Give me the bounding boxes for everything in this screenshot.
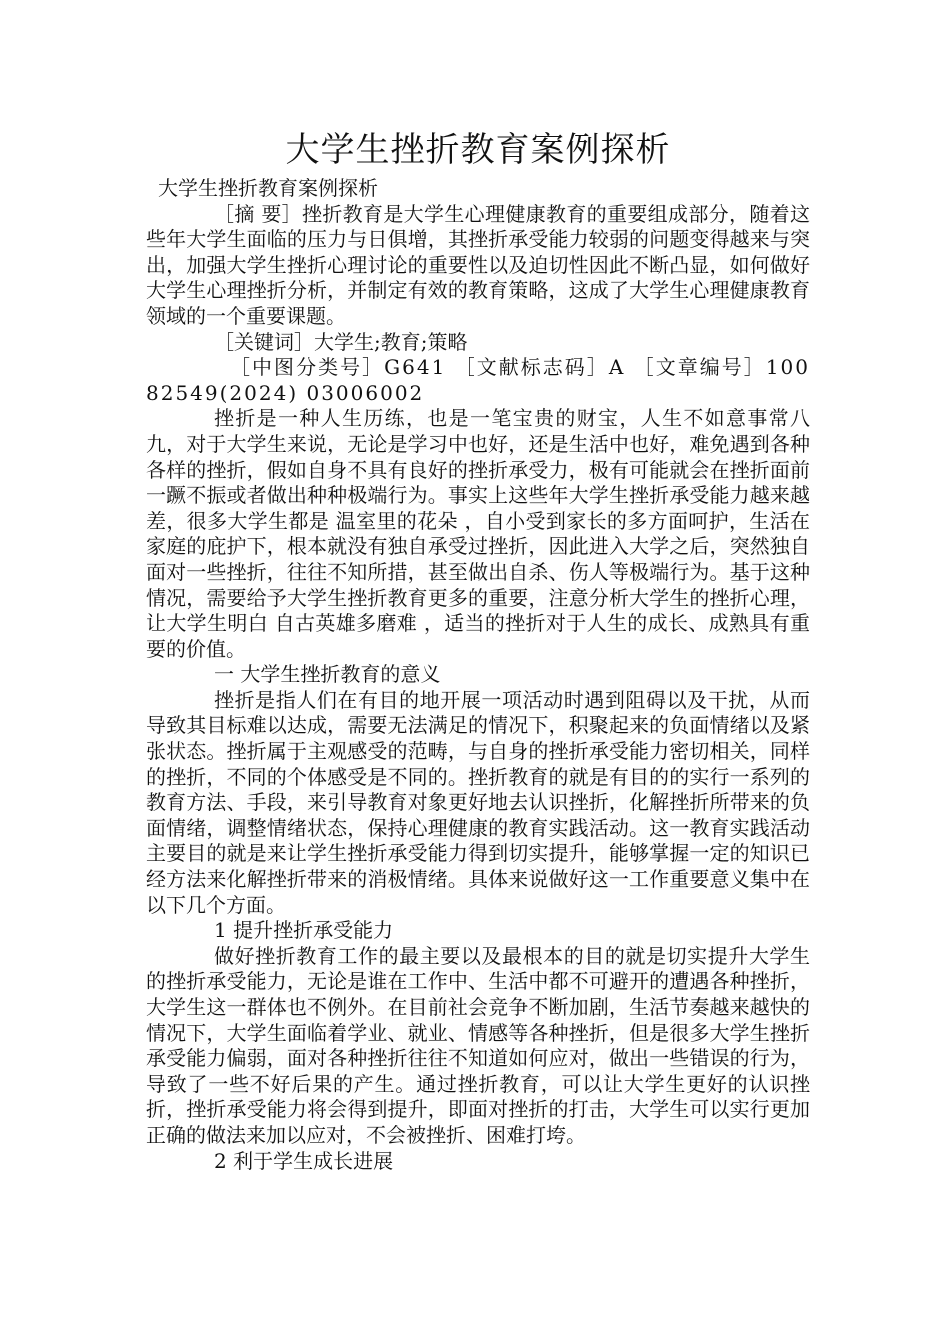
- classification-line: ［中图分类号］G641 ［文献标志码］A ［文章编号］10082549(2024) 03006002: [146, 355, 810, 405]
- intro-paragraph: 挫折是一种人生历练，也是一笔宝贵的财宝，人生不如意事常八九，对于大学生来说，无论是学习中也好，还是生活中也好，难免遇到各种各样的挫折，假如自身不具有良好的挫折承受力，极有可能就会在挫折面前一蹶不振或者做出种种极端行为。事实上这些年大学生挫折承受能力越来越差，很多大学生都是 温室里的花朵 ，自小受到家长的多方面呵护，生活在家庭的庇护下，根本就没有独自承受过挫折，因此进入大学之后，突然独自面对一些挫折，往往不知所措，甚至做出自杀、伤人等极端行为。基于这种情况，需要给予大学生挫折教育更多的重要，注意分析大学生的挫折心理，让大学生明白 自古英雄多磨难 ，适当的挫折对于人生的成长、成熟具有重要的价值。: [146, 406, 810, 661]
- section-heading-1: 一 大学生挫折教育的意义: [214, 662, 441, 687]
- abstract-paragraph: ［摘 要］挫折教育是大学生心理健康教育的重要组成部分，随着这些年大学生面临的压力与日俱增，其挫折承受能力较弱的问题变得越来与突出，加强大学生挫折心理讨论的重要性以及迫切性因此不断凸显，如何做好大学生心理挫折分析，并制定有效的教育策略，这成了大学生心理健康教育领域的一个重要课题。: [146, 201, 810, 328]
- subsection-heading-1: 1 提升挫折承受能力: [214, 918, 394, 943]
- document-subtitle: 大学生挫折教育案例探析: [158, 176, 378, 200]
- document-page: [146, 128, 810, 1174]
- keywords-line: ［关键词］大学生;教育;策略: [214, 329, 468, 354]
- subsection-heading-2: 2 利于学生成长进展: [214, 1148, 394, 1173]
- document-title: 大学生挫折教育案例探析: [285, 130, 671, 170]
- section-paragraph-1: 挫折是指人们在有目的地开展一项活动时遇到阻碍以及干扰，从而导致其目标难以达成，需要无法满足的情况下，积聚起来的负面情绪以及紧张状态。挫折属于主观感受的范畴，与自身的挫折承受能力密切相关，同样的挫折，不同的个体感受是不同的。挫折教育的就是有目的的实行一系列的教育方法、手段，来引导教育对象更好地去认识挫折，化解挫折所带来的负面情绪，调整情绪状态，保持心理健康的教育实践活动。这一教育实践活动主要目的就是来让学生挫折承受能力得到切实提升，能够掌握一定的知识已经方法来化解挫折带来的消极情绪。具体来说做好这一工作重要意义集中在以下几个方面。: [146, 687, 810, 917]
- subsection-paragraph-1: 做好挫折教育工作的最主要以及最根本的目的就是切实提升大学生的挫折承受能力，无论是谁在工作中、生活中都不可避开的遭遇各种挫折，大学生这一群体也不例外。在目前社会竞争不断加剧，生活节奏越来越快的情况下，大学生面临着学业、就业、情感等各种挫折，但是很多大学生挫折承受能力偏弱，面对各种挫折往往不知道如何应对，做出一些错误的行为，导致了一些不好后果的产生。通过挫折教育，可以让大学生更好的认识挫折，挫折承受能力将会得到提升，即面对挫折的打击，大学生可以实行更加正确的做法来加以应对，不会被挫折、困难打垮。: [146, 943, 810, 1147]
